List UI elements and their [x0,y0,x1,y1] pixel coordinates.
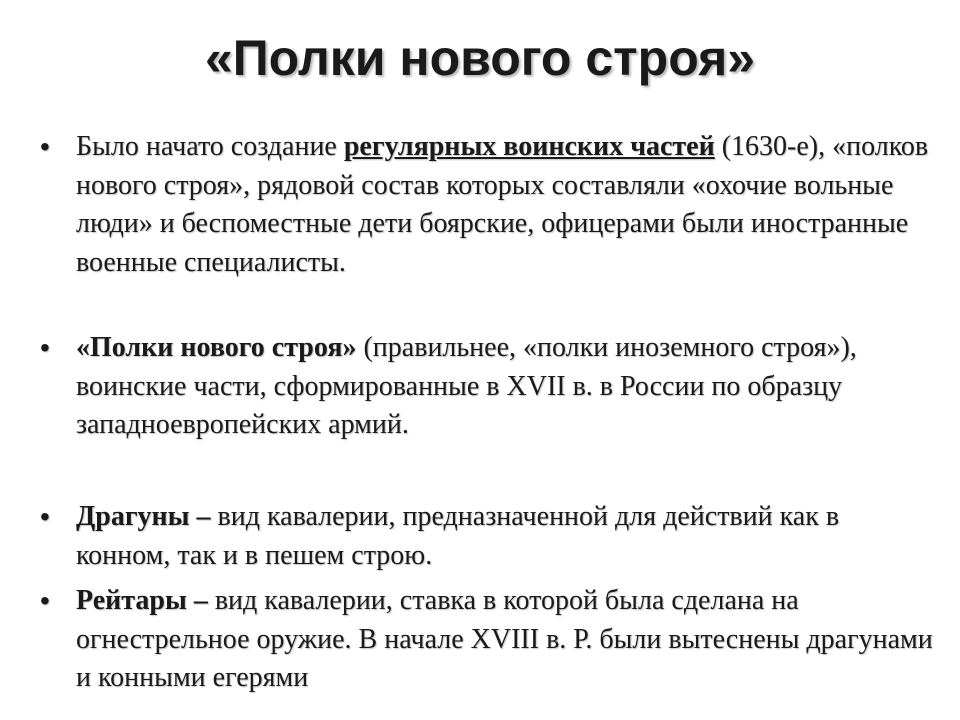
bullet-term-reiters: Рейтары – [76,585,208,616]
bullet-term-new-order: «Полки нового строя» [76,332,357,363]
slide-title: «Полки нового строя» [204,30,756,86]
bullet-marker: • [40,585,50,616]
bullet-term-regular-units: регулярных воинских частей [343,131,715,162]
bullet-item-dragoons [40,498,936,575]
bullet-text-body: (1630-е), «полков нового строя», рядовой состав которых составляли «охочие вольные люди» и беспоместные дети боярские, офицерами были иностранные военные специалисты. [76,131,929,278]
bullet-marker: • [40,501,50,532]
bullet-item-reiters [40,582,936,698]
bullet-item-new-order-regiments [40,329,936,445]
bullet-text-body: (правильнее, «полки иноземного строя»), воинские части, сформированные в XVII в. в России по образцу западноевропейских армий. [76,332,857,440]
bullet-marker: • [40,332,50,363]
bullet-text-lead: Было начато создание [76,131,344,162]
bullet-term-dragoons: Драгуны – [76,501,211,532]
bullet-text-body: вид кавалерии, предназначенной для действий как в конном, так и в пешем строю. [76,501,840,571]
bullet-marker: • [40,131,50,162]
bullet-item-regular-regiments [40,128,936,282]
bullet-text-body: вид кавалерии, ставка в которой была сделана на огнестрельное оружие. В начале XVIII в. Р. были вытеснены драгунами и конными егерями [76,585,933,693]
